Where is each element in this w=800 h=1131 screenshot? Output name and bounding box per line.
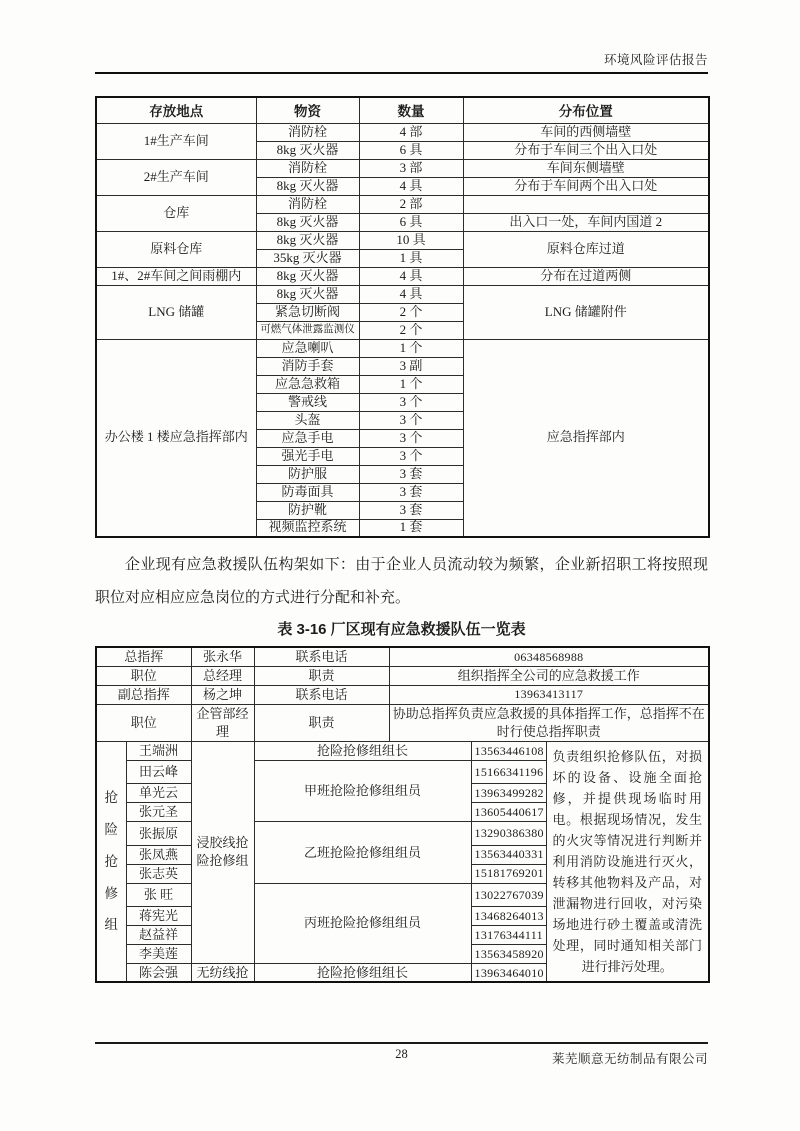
distribution-cell: 分布于车间三个出入口处 <box>463 141 709 159</box>
material-cell: 视频监控系统 <box>256 519 359 537</box>
subgroup-cell: 无纺线抢 <box>191 963 254 982</box>
table-header-row <box>96 97 709 123</box>
material-cell: 应急手电 <box>256 429 359 447</box>
phone-cell: 13963464010 <box>471 963 546 982</box>
material-cell: 8kg 灭火器 <box>256 285 359 303</box>
material-cell: 头盔 <box>256 411 359 429</box>
quantity-cell: 4 部 <box>359 123 463 141</box>
quantity-cell: 2 个 <box>359 303 463 321</box>
leader-row <box>96 647 709 666</box>
phone-cell: 13176344111 <box>471 925 546 944</box>
phone-cell: 13290386380 <box>471 822 546 845</box>
page-number: 28 <box>395 1047 408 1061</box>
distribution-cell: 原料仓库过道 <box>463 231 709 267</box>
quantity-cell: 2 部 <box>359 195 463 213</box>
quantity-cell: 3 套 <box>359 501 463 519</box>
material-cell: 8kg 灭火器 <box>256 213 359 231</box>
distribution-cell: 车间的西侧墙壁 <box>463 123 709 141</box>
distribution-cell: 车间东侧墙壁 <box>463 159 709 177</box>
material-cell: 消防手套 <box>256 357 359 375</box>
distribution-cell <box>463 195 709 213</box>
member-name-cell: 张 旺 <box>126 883 191 906</box>
quantity-cell: 4 具 <box>359 285 463 303</box>
quantity-cell: 3 个 <box>359 411 463 429</box>
group-vertical-label-cell <box>96 741 126 982</box>
role-label-cell: 职位 <box>96 704 191 741</box>
location-cell: 2#生产车间 <box>96 159 256 195</box>
body-paragraph: 企业现有应急救援队伍构架如下：由于企业人员流动较为频繁，企业新招职工将按照现职位对应相应应急岗位的方式进行分配和补充。 <box>95 557 708 606</box>
material-cell: 35kg 灭火器 <box>256 249 359 267</box>
leader-row <box>96 704 709 741</box>
material-cell: 强光手电 <box>256 447 359 465</box>
quantity-cell: 1 具 <box>359 249 463 267</box>
role-value-cell: 杨之坤 <box>191 685 254 704</box>
material-cell: 防护靴 <box>256 501 359 519</box>
quantity-cell: 4 具 <box>359 177 463 195</box>
material-cell: 防护服 <box>256 465 359 483</box>
role-label-cell: 职位 <box>96 666 191 685</box>
running-header <box>95 50 708 74</box>
group-vertical-label: 抢险抢修组 <box>104 790 118 933</box>
role-value-cell: 总经理 <box>191 666 254 685</box>
material-cell: 防毒面具 <box>256 483 359 501</box>
member-name-cell: 陈会强 <box>126 963 191 982</box>
table-row <box>96 159 709 177</box>
location-cell: 1#生产车间 <box>96 123 256 159</box>
quantity-cell: 3 套 <box>359 465 463 483</box>
position-cell: 丙班抢险抢修组组员 <box>254 883 471 963</box>
position-cell: 乙班抢险抢修组组员 <box>254 822 471 883</box>
leader-row <box>96 666 709 685</box>
team-duty-cell: 负责组织抢修队伍，对损坏的设备、设施全面抢修，并提供现场临时用电。根据现场情况，发生的火灾等情况进行判断并利用消防设施进行灭火，转移其他物料及产品，对泄漏物进行回收，对污染场地进行砂土覆盖或清洗处理，同时通知相关部门进行排污处理。 <box>546 741 709 982</box>
quantity-cell: 4 具 <box>359 267 463 285</box>
role-value-cell: 企管部经理 <box>191 704 254 741</box>
material-cell: 消防栓 <box>256 159 359 177</box>
distribution-cell: 应急指挥部内 <box>463 339 709 537</box>
quantity-cell: 2 个 <box>359 321 463 339</box>
table-row <box>96 267 709 285</box>
quantity-cell: 6 具 <box>359 213 463 231</box>
distribution-cell: 分布在过道两侧 <box>463 267 709 285</box>
location-cell: LNG 储罐 <box>96 285 256 339</box>
material-cell: 可燃气体泄露监测仪 <box>256 321 359 339</box>
quantity-cell: 10 具 <box>359 231 463 249</box>
leader-row <box>96 685 709 704</box>
running-header-title: 环境风险评估报告 <box>603 53 708 67</box>
phone-cell: 13563440331 <box>471 845 546 864</box>
position-cell: 甲班抢险抢修组组员 <box>254 760 471 821</box>
quantity-cell: 3 个 <box>359 393 463 411</box>
quantity-cell: 3 个 <box>359 447 463 465</box>
member-name-cell: 张志英 <box>126 864 191 883</box>
field-key-cell: 职责 <box>254 666 389 685</box>
phone-cell: 13468264013 <box>471 906 546 925</box>
role-value-cell: 张永华 <box>191 647 254 666</box>
quantity-cell: 1 个 <box>359 339 463 357</box>
phone-cell: 13022767039 <box>471 883 546 906</box>
duty-summary-cell: 协助总指挥负责应急救援的具体指挥工作，总指挥不在时行使总指挥职责 <box>389 704 709 741</box>
col-header-quantity: 数量 <box>359 97 463 123</box>
member-name-cell: 张凤燕 <box>126 845 191 864</box>
member-name-cell: 李美莲 <box>126 944 191 963</box>
subgroup-cell: 浸胶线抢险抢修组 <box>191 741 254 963</box>
quantity-cell: 3 部 <box>359 159 463 177</box>
material-cell: 应急急救箱 <box>256 375 359 393</box>
location-cell: 1#、2#车间之间雨棚内 <box>96 267 256 285</box>
field-key-cell: 联系电话 <box>254 647 389 666</box>
quantity-cell: 3 套 <box>359 483 463 501</box>
material-cell: 消防栓 <box>256 123 359 141</box>
position-cell: 抢险抢修组组长 <box>254 741 471 760</box>
role-label-cell: 总指挥 <box>96 647 191 666</box>
material-cell: 应急喇叭 <box>256 339 359 357</box>
position-cell: 抢险抢修组组长 <box>254 963 471 982</box>
col-header-location: 存放地点 <box>96 97 256 123</box>
distribution-cell: LNG 储罐附件 <box>463 285 709 339</box>
duty-summary-cell: 组织指挥全公司的应急救援工作 <box>389 666 709 685</box>
member-row <box>96 741 709 760</box>
table-row <box>96 231 709 249</box>
material-cell: 8kg 灭火器 <box>256 177 359 195</box>
field-key-cell: 联系电话 <box>254 685 389 704</box>
material-cell: 消防栓 <box>256 195 359 213</box>
phone-cell: 13963413117 <box>389 685 709 704</box>
material-cell: 8kg 灭火器 <box>256 231 359 249</box>
material-cell: 8kg 灭火器 <box>256 141 359 159</box>
member-name-cell: 蒋宪光 <box>126 906 191 925</box>
phone-cell: 13963499282 <box>471 784 546 803</box>
role-label-cell: 副总指挥 <box>96 685 191 704</box>
quantity-cell: 3 副 <box>359 357 463 375</box>
quantity-cell: 3 个 <box>359 429 463 447</box>
member-name-cell: 张振原 <box>126 822 191 845</box>
member-name-cell: 王端洲 <box>126 741 191 760</box>
distribution-cell: 分布于车间两个出入口处 <box>463 177 709 195</box>
table-row <box>96 285 709 303</box>
location-cell: 仓库 <box>96 195 256 231</box>
distribution-cell: 出入口一处，车间内国道 2 <box>463 213 709 231</box>
col-header-distribution: 分布位置 <box>463 97 709 123</box>
member-name-cell: 张元圣 <box>126 803 191 822</box>
table-row <box>96 339 709 357</box>
table-caption: 表 3-16 厂区现有应急救援队伍一览表 <box>277 621 526 638</box>
phone-cell: 13563458920 <box>471 944 546 963</box>
phone-cell: 13563446108 <box>471 741 546 760</box>
phone-cell: 13605440617 <box>471 803 546 822</box>
table-row <box>96 195 709 213</box>
phone-cell: 06348568988 <box>389 647 709 666</box>
footer-company-name: 莱芜顺意无纺制品有限公司 <box>551 1052 708 1066</box>
table-row <box>96 123 709 141</box>
field-key-cell: 职责 <box>254 704 389 741</box>
page-content <box>95 50 708 983</box>
member-name-cell: 单光云 <box>126 784 191 803</box>
member-name-cell: 赵益祥 <box>126 925 191 944</box>
quantity-cell: 6 具 <box>359 141 463 159</box>
col-header-material: 物资 <box>256 97 359 123</box>
table-rescue-team <box>95 646 710 983</box>
page-footer <box>95 1042 708 1066</box>
location-cell: 原料仓库 <box>96 231 256 267</box>
quantity-cell: 1 个 <box>359 375 463 393</box>
member-name-cell: 田云峰 <box>126 760 191 783</box>
material-cell: 紧急切断阀 <box>256 303 359 321</box>
quantity-cell: 1 套 <box>359 519 463 537</box>
location-cell: 办公楼 1 楼应急指挥部内 <box>96 339 256 537</box>
phone-cell: 15181769201 <box>471 864 546 883</box>
phone-cell: 15166341196 <box>471 760 546 783</box>
table-emergency-supplies <box>95 96 710 538</box>
material-cell: 8kg 灭火器 <box>256 267 359 285</box>
material-cell: 警戒线 <box>256 393 359 411</box>
